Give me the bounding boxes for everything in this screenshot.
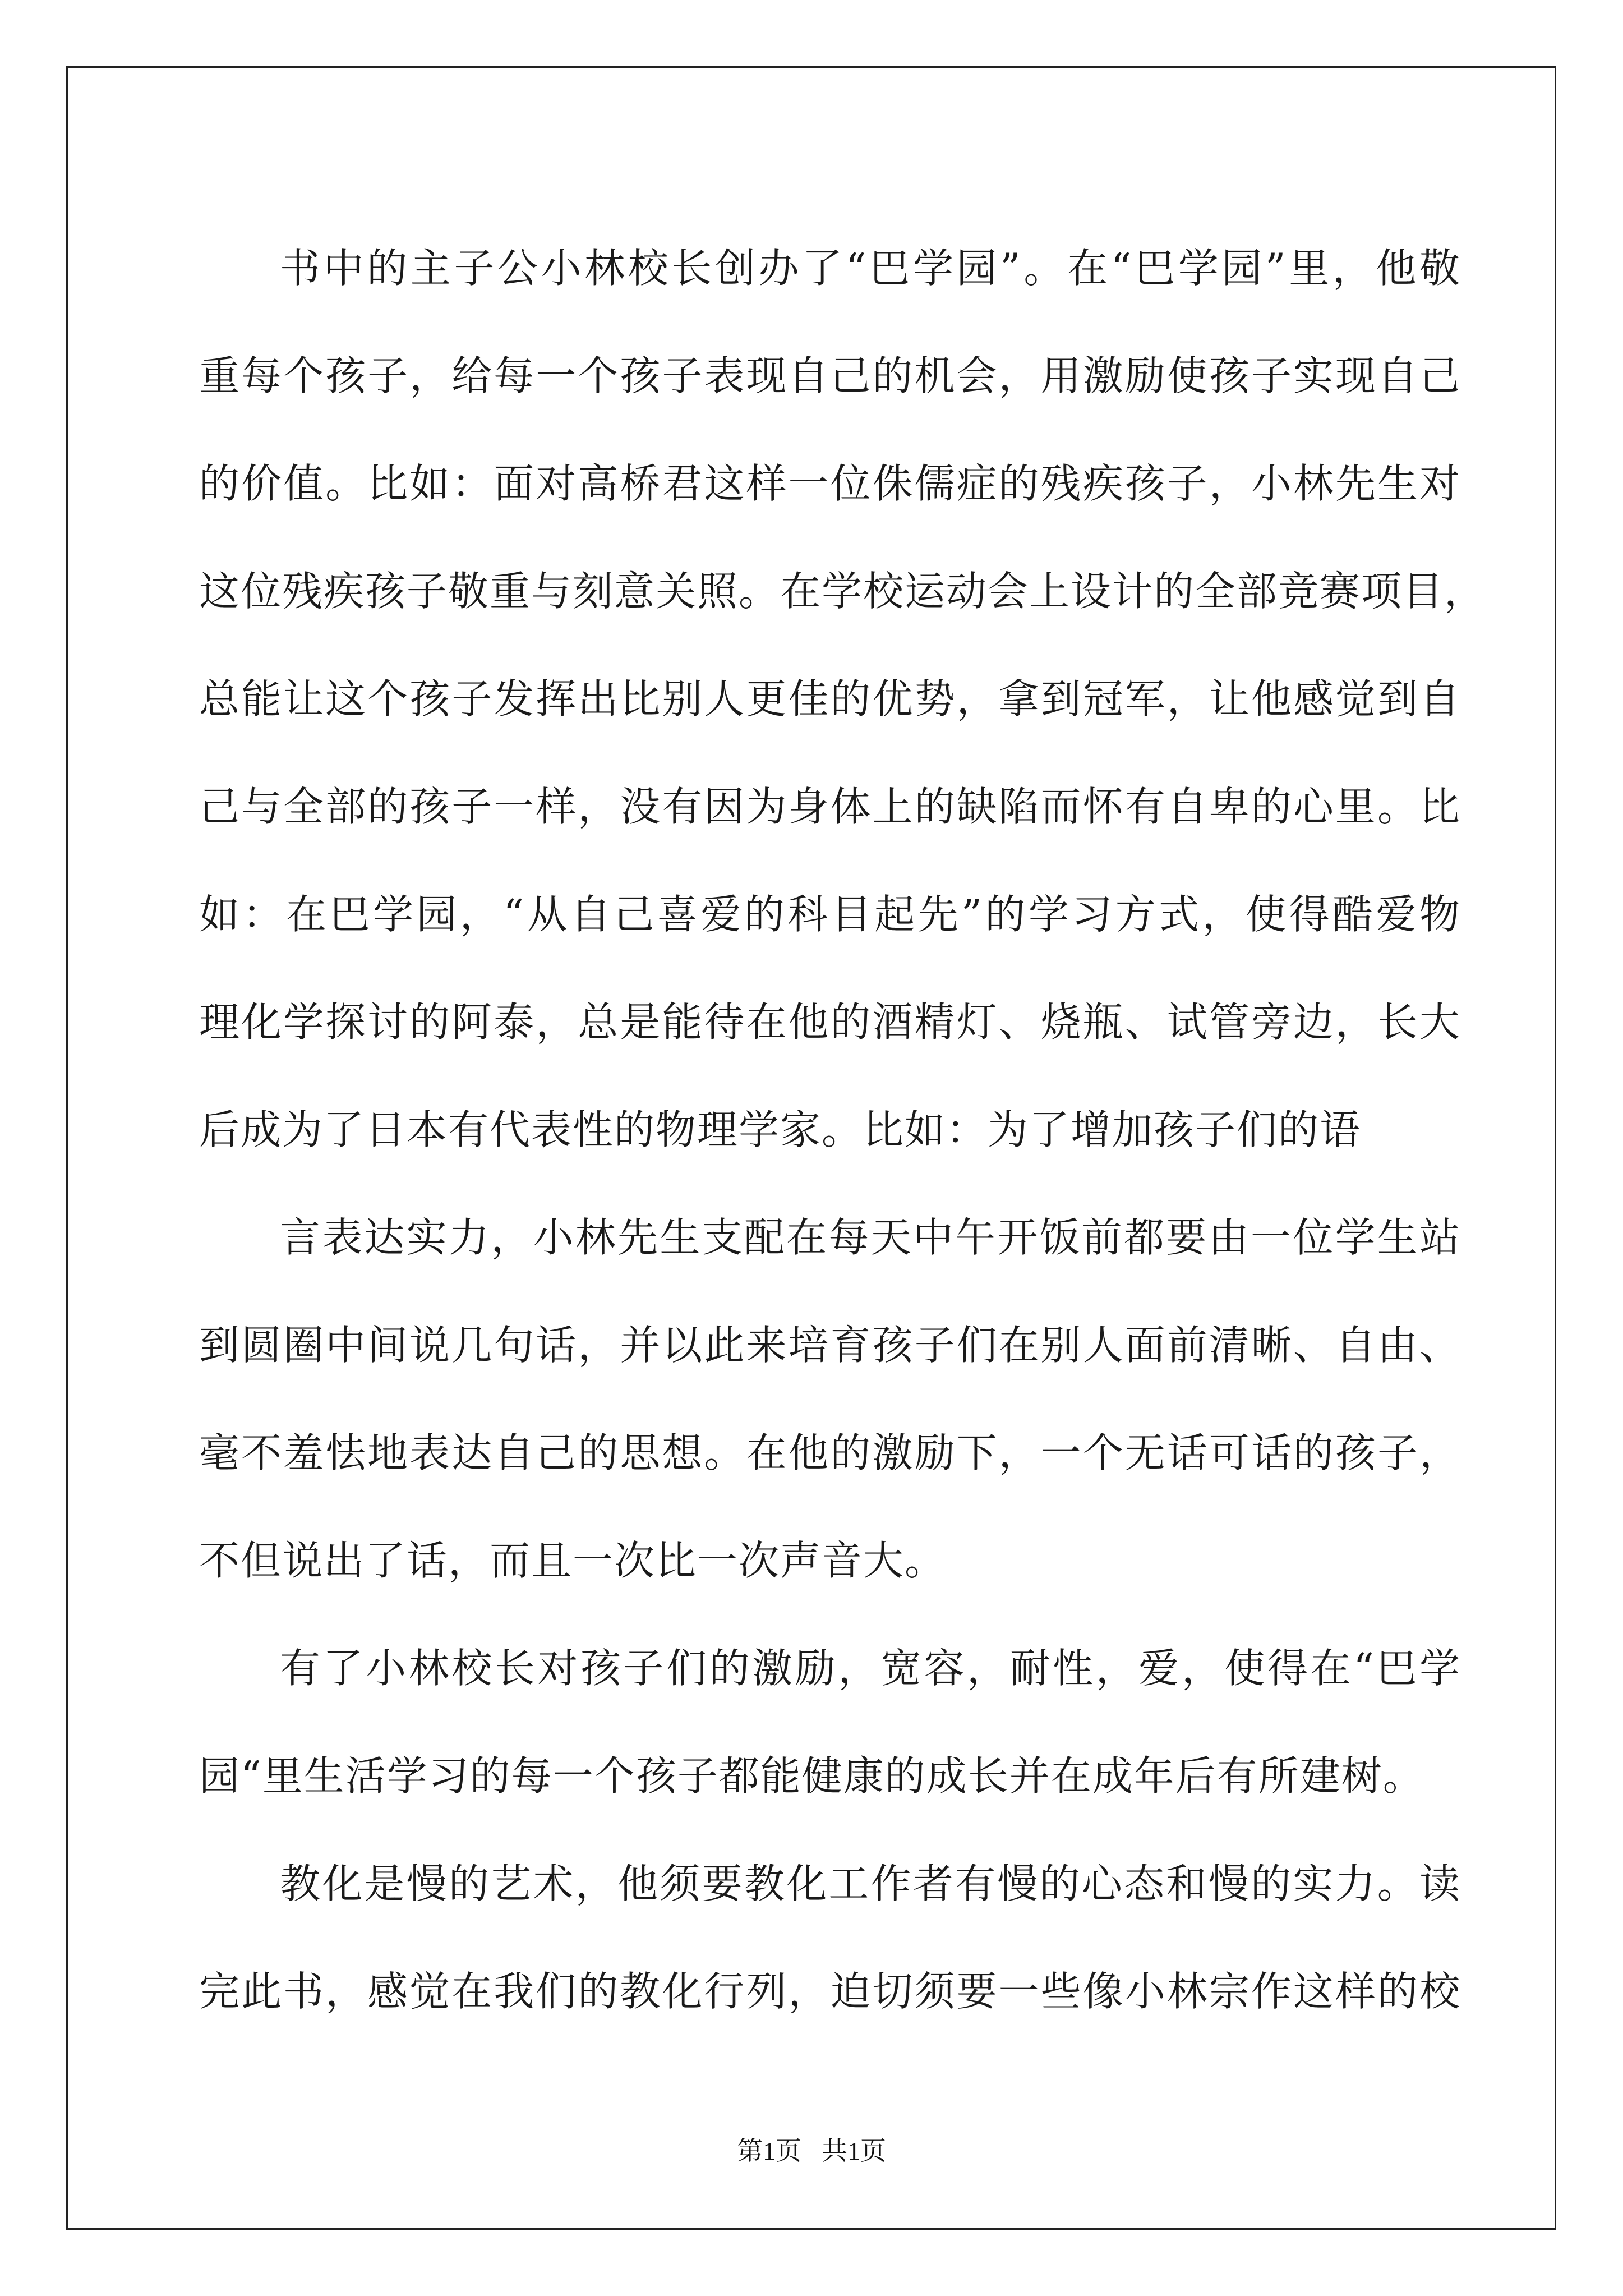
text-line: 后成为了日本有代表性的物理学家。比如：为了增加孩子们的语 <box>199 1106 1362 1153</box>
page-footer <box>0 2131 1623 2168</box>
page-number: 第1页 <box>737 2137 801 2165</box>
text-line: 教化是慢的艺术，他须要教化工作者有慢的心态和慢的实力。读 <box>280 1860 1461 1907</box>
page-total: 共1页 <box>822 2137 886 2165</box>
text-line: 重每个孩子，给每一个孩子表现自己的机会，用激励使孩子实现自己 <box>199 352 1461 399</box>
text-line: 己与全部的孩子一样，没有因为身体上的缺陷而怀有自卑的心里。比 <box>199 783 1461 830</box>
text-line: 的价值。比如：面对高桥君这样一位侏儒症的残疾孩子，小林先生对 <box>199 460 1461 507</box>
text-line: 有了小林校长对孩子们的激励，宽容，耐性，爱，使得在“巴学 <box>280 1645 1461 1692</box>
text-line: 这位残疾孩子敬重与刻意关照。在学校运动会上设计的全部竞赛项目， <box>199 568 1486 615</box>
text-line: 总能让这个孩子发挥出比别人更佳的优势，拿到冠军，让他感觉到自 <box>199 675 1461 723</box>
text-line: 到圆圈中间说几句话，并以此来培育孩子们在别人面前清晰、自由、 <box>199 1322 1461 1369</box>
text-line: 书中的主子公小林校长创办了“巴学园”。在“巴学园”里，他敬 <box>280 245 1461 292</box>
text-line: 不但说出了话，而且一次比一次声音大。 <box>199 1537 947 1584</box>
document-body <box>199 214 1486 2045</box>
text-line: 理化学探讨的阿泰，总是能待在他的酒精灯、烧瓶、试管旁边，长大 <box>199 999 1461 1046</box>
text-line: 完此书，感觉在我们的教化行列，迫切须要一些像小林宗作这样的校 <box>199 1968 1461 2015</box>
text-line: 园“里生活学习的每一个孩子都能健康的成长并在成年后有所建树。 <box>199 1752 1424 1800</box>
text-line: 毫不羞怯地表达自己的思想。在他的激励下，一个无话可话的孩子， <box>199 1429 1461 1476</box>
text-line: 言表达实力，小林先生支配在每天中午开饭前都要由一位学生站 <box>280 1214 1461 1261</box>
text-line: 如：在巴学园，“从自己喜爱的科目起先”的学习方式，使得酷爱物 <box>199 891 1461 938</box>
